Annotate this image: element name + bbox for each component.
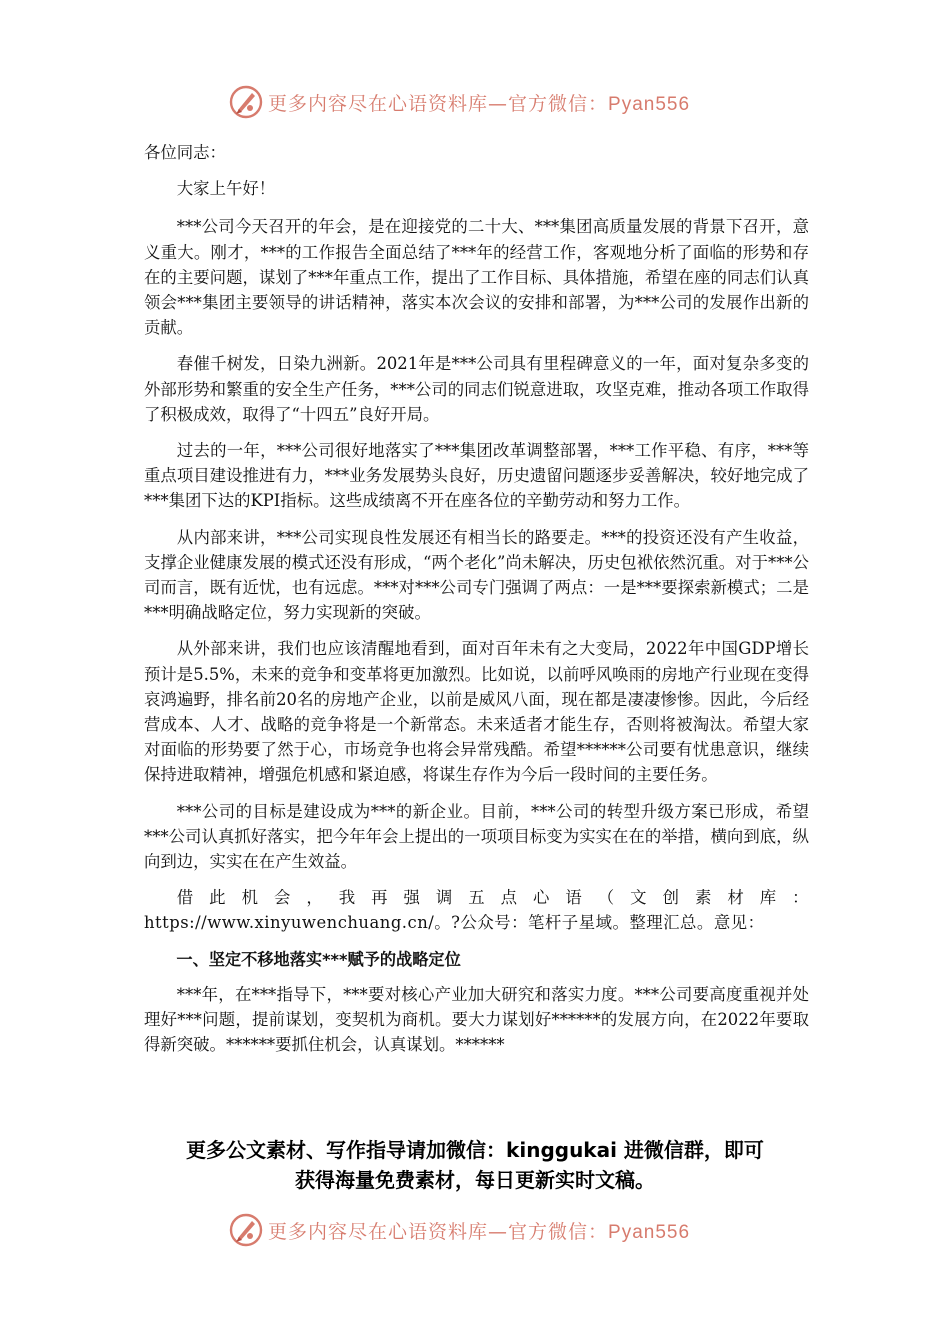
salutation: 各位同志：: [144, 143, 226, 162]
promo-note-line-2: 获得海量免费素材，每日更新实时文稿。: [295, 1168, 655, 1192]
paragraph-6: ***公司的目标是建设成为***的新企业。目前，***公司的转型升级方案已形成，希望***公司认真抓好落实，把今年年会上提出的一项项目标变为实实在在的举措，横向到底，纵向到边，实实在在产生效益。: [144, 801, 809, 872]
banner-text: [268, 1217, 690, 1244]
banner-text: [268, 89, 690, 116]
paragraph-2: 春催千树发，日染九洲新。2021年是***公司具有里程碑意义的一年，面对复杂多变的外部形势和繁重的安全生产任务，***公司的同志们锐意进取，攻坚克难，推动各项工作取得了积极成效，取得了“十四五”良好开局。: [144, 354, 809, 424]
header-banner: [0, 82, 950, 122]
paragraph-7: ***年，在***指导下，***要对核心产业加大研究和落实力度。***公司要高度重视并处理好***问题，提前谋划，变契机为商机。要大力谋划好******的发展方向，在2022年要取得新突破。******要抓住机会，认真谋划。******: [144, 984, 809, 1055]
paragraph-1: ***公司今天召开的年会，是在迎接党的二十大、***集团高质量发展的背景下召开，意义重大。刚才，***的工作报告全面总结了***年的经营工作，客观地分析了面临的形势和存在的主要问题，谋划了***年重点工作，提出了工作目标、具体措施，希望在座的同志们认真领会***集团主要领导的讲话精神，落实本次会议的安排和部署，为***公司的发展作出新的贡献。: [144, 217, 809, 338]
paragraph-3: 过去的一年，***公司很好地落实了***集团改革调整部署，***工作平稳、有序，***等重点项目建设推进有力，***业务发展势头良好，历史遗留问题逐步妥善解决，较好地完成了***集团下达的KPI指标。这些成绩离不开在座各位的辛勤劳动和努力工作。: [144, 441, 809, 511]
greeting: 大家上午好！: [176, 179, 276, 199]
pen-logo-icon: [228, 84, 264, 120]
pen-logo-icon: [228, 1212, 264, 1248]
promo-note: [100, 1135, 850, 1195]
footer-banner: [0, 1210, 950, 1250]
promo-note-line-1: 更多公文素材、写作指导请加微信：kinggukai 进微信群，即可: [186, 1138, 764, 1162]
paragraph-4: 从内部来讲，***公司实现良性发展还有相当长的路要走。***的投资还没有产生收益，支撑企业健康发展的模式还没有形成，“两个老化”尚未解决，历史包袱依然沉重。对于***公司而言，既有近忧，也有远虑。***对***公司专门强调了两点：一是***要探索新模式；二是***明确战略定位，努力实现新的突破。: [144, 527, 809, 623]
paragraph-5: 从外部来讲，我们也应该清醒地看到，面对百年未有之大变局，2022年中国GDP增长预计是5.5%，未来的竞争和变革将更加激烈。比如说，以前呼风唤雨的房地产行业现在变得哀鸿遍野，排名前20名的房地产企业，以前是威风八面，现在都是凄凄惨惨。因此，今后经营成本、人才、战略的竞争将是一个新常态。未来适者才能生存，否则将被淘汰。希望大家对面临的形势要了然于心，市场竞争也将会异常残酷。希望******公司要有忧患意识，继续保持进取精神，增强危机感和紧迫感，将谋生存作为今后一段时间的主要任务。: [144, 639, 809, 785]
document-body: [144, 140, 809, 1068]
banner-text-cn: 更多内容尽在心语资料库—官方微信：: [268, 92, 609, 115]
banner-text-cn: 更多内容尽在心语资料库—官方微信：: [268, 1220, 609, 1243]
intro-line: 借此机会，我再强调五点心语（文创素材库：https://www.xinyuwenchuang.cn/。?公众号：笔杆子星域。整理汇总。意见：: [144, 888, 809, 933]
banner-text-wechat-id: Pyan556: [608, 93, 691, 115]
banner-text-wechat-id: Pyan556: [608, 1221, 691, 1243]
section-heading-1: 一、坚定不移地落实***赋予的战略定位: [176, 949, 461, 969]
